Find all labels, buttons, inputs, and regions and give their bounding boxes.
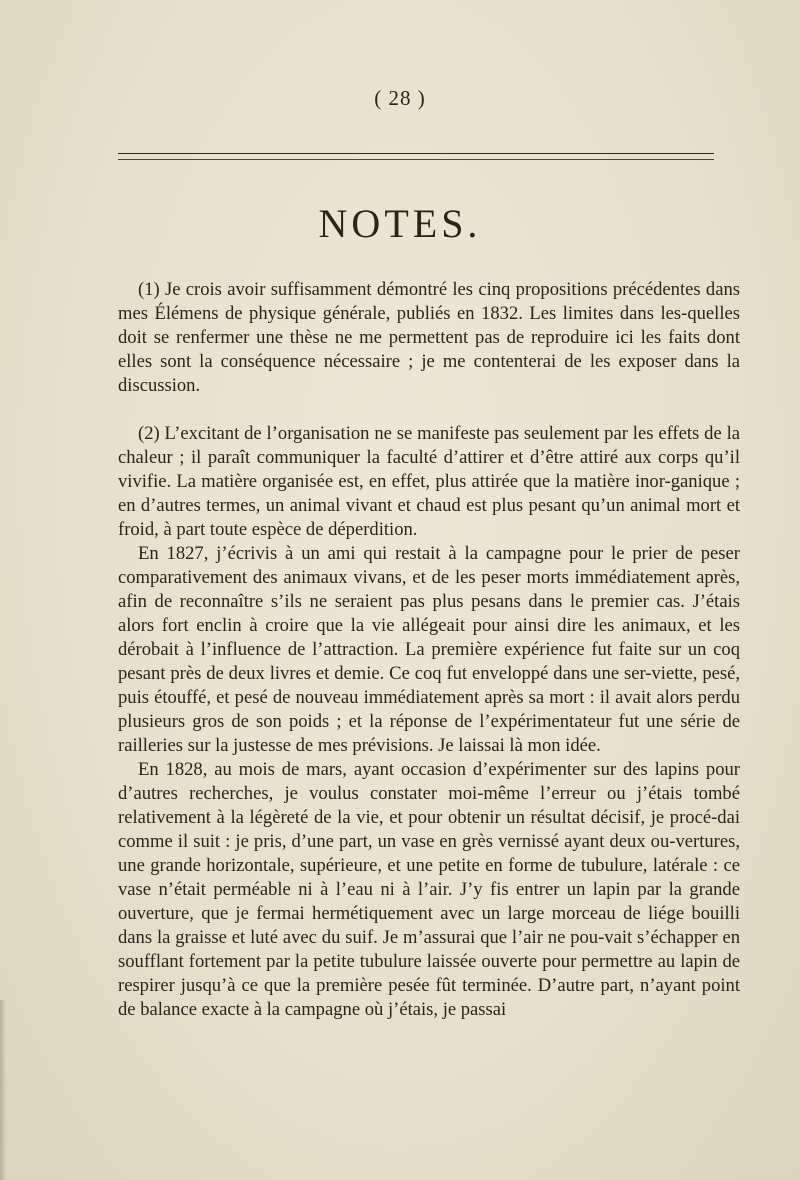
paragraph-1827: En 1827, j’écrivis à un ami qui restait à la campagne pour le prier de peser comparativement des animaux vivans, et de les peser morts immédiatement après, afin de reconnaître s’ils ne seraient pas plus pesans dans le premier cas. J’étais alors fort enclin à croire que la vie allégeait pour ainsi dire les animaux, et les dérobait à l’influence de l’attraction. La première expérience fut faite sur un coq pesant près de deux livres et demie. Ce coq fut enveloppé dans une ser-viette, pesé, puis étouffé, et pesé de nouveau immédiatement après sa mort : il avait alors perdu plusieurs gros de son poids ; et la réponse de l’expérimentateur fut une série de railleries sur la justesse de mes prévisions. Je laissai là mon idée. (118, 543, 740, 756)
page-edge-shadow (0, 1000, 6, 1180)
note-2: (2) L’excitant de l’organisation ne se manifeste pas seulement par les effets de la chaleur ; il paraît communiquer la faculté d’attirer et d’être attiré aux corps qu’il vivifie. La matière organisée est, en effet, plus attirée que la matière inor-ganique ; en d’autres termes, un animal vivant et chaud est plus pesant qu’un animal mort et froid, à part toute espèce de déperdition. (118, 423, 740, 540)
page-number: ( 28 ) (374, 86, 426, 110)
header-rule-thin (118, 159, 714, 160)
notes-heading: NOTES. (318, 201, 482, 246)
notes-body (118, 278, 740, 1022)
note-1: (1) Je crois avoir suffisamment démontré les cinq propositions précédentes dans mes Élémens de physique générale, publiés en 1832. Les limites dans les-quelles doit se renfermer une thèse ne me permettent pas de reproduire ici les faits dont elles sont la conséquence nécessaire ; je me contenterai de les exposer dans la discussion. (118, 279, 740, 396)
header-rule (118, 153, 714, 154)
paragraph-1828: En 1828, au mois de mars, ayant occasion d’expérimenter sur des lapins pour d’autres recherches, je voulus constater moi-même l’erreur ou j’étais tombé relativement à la légèreté de la vie, et pour obtenir un résultat décisif, je procé-dai comme il suit : je pris, d’une part, un vase en grès vernissé ayant deux ou-vertures, une grande horizontale, supérieure, et une petite en forme de tubulure, latérale : ce vase n’était perméable ni à l’eau ni à l’air. J’y fis entrer un lapin par la grande ouverture, que je fermai hermétiquement avec un large morceau de liége bouilli dans la graisse et luté avec du suif. Je m’assurai que l’air ne pou-vait s’échapper en soufflant fortement par la petite tubulure laissée ouverte pour permettre au lapin de respirer jusqu’à ce que la première pesée fût terminée. D’autre part, n’ayant point de balance exacte à la campagne où j’étais, je passai (118, 759, 740, 1020)
